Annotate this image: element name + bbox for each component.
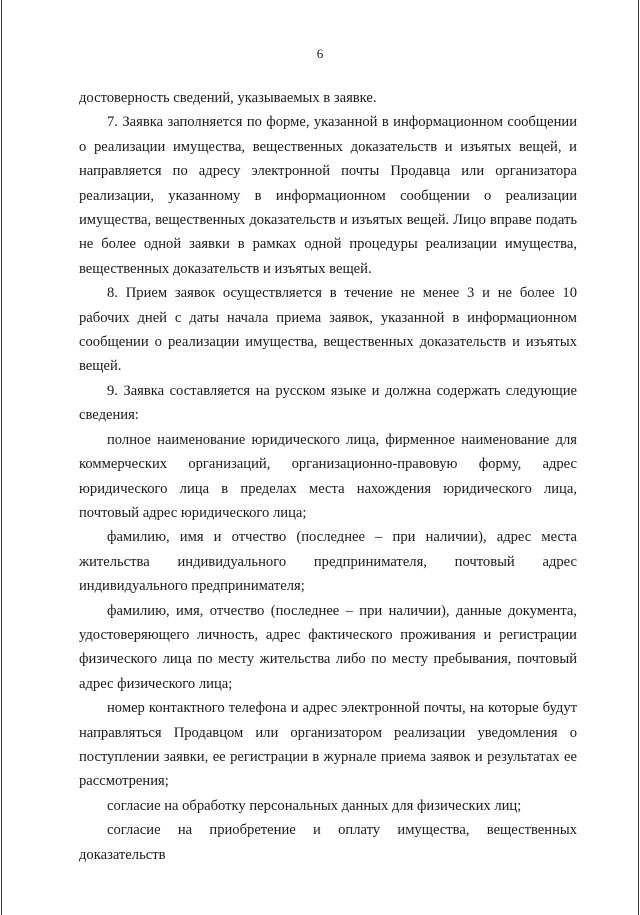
paragraph-item-9: 9. Заявка составляется на русском языке и должна содержать следующие сведения: (79, 382, 577, 424)
paragraph-personal-data: согласие на обработку персональных данных для физических лиц; (107, 797, 522, 814)
paragraph-continuation: достоверность сведений, указываемых в заявке. (79, 90, 377, 106)
paragraph-item-8: 8. Прием заявок осуществляется в течение не менее 3 и не более 10 рабочих дней с даты начала приема заявок, указанной в информационном сообщении о реализации имущества, вещественных доказательств и изъятых вещей. (79, 285, 577, 375)
document-body (79, 86, 577, 867)
paragraph-entrepreneur: фамилию, имя и отчество (последнее – при наличии), адрес места жительства индивидуального предпринимателя, почтовый адрес индивидуального предпринимателя; (79, 529, 577, 595)
paragraph-item-7: 7. Заявка заполняется по форме, указанной в информационном сообщении о реализации имущества, вещественных доказательств и изъятых вещей, и направляется по адресу электронной почты Продавца или организатора реализации, указанному в информационном сообщении о реализации имущества, вещественных доказательств и изъятых вещей. Лицо вправе подать не более одной заявки в рамках одной процедуры реализации имущества, вещественных доказательств и изъятых вещей. (79, 114, 577, 277)
page-right-border (638, 0, 639, 915)
page-left-border (1, 0, 2, 915)
paragraph-individual: фамилию, имя, отчество (последнее – при наличии), данные документа, удостоверяющего личность, адрес фактического проживания и регистрации физического лица по месту жительства либо по месту пребывания, почтовый адрес физического лица; (79, 602, 577, 692)
paragraph-purchase-consent: согласие на приобретение и оплату имущества, вещественных доказательств (79, 822, 577, 863)
paragraph-legal-entity: полное наименование юридического лица, фирменное наименование для коммерческих организаций, организационно-правовую форму, адрес юридического лица в пределах места нахождения юридического лица, почтовый адрес юридического лица; (79, 431, 577, 521)
paragraph-contacts: номер контактного телефона и адрес электронной почты, на которые будут направляться Продавцом или организатором реализации уведомления о поступлении заявки, ее регистрации в журнале приема заявок и результатах ее рассмотрения; (79, 700, 577, 790)
page-number: 6 (316, 46, 324, 61)
